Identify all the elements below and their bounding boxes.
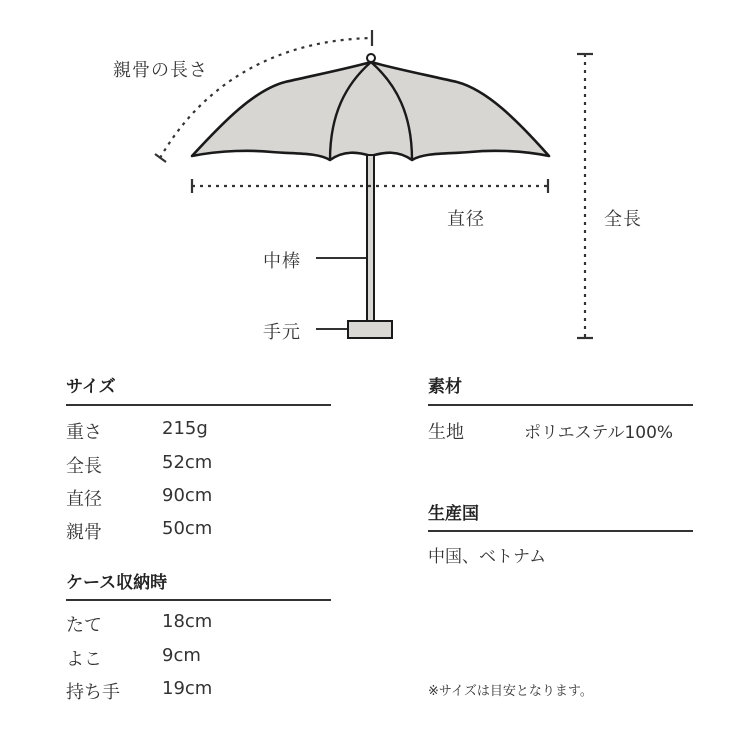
size-note: ※サイズは目安となります。 bbox=[428, 684, 593, 699]
case-value: 18cm bbox=[162, 611, 213, 632]
spec-value: 52cm bbox=[162, 452, 213, 473]
umbrella-shaft bbox=[367, 155, 374, 322]
size-section-rule bbox=[66, 404, 331, 406]
material-value: ポリエステル100% bbox=[524, 423, 674, 443]
umbrella-diagram bbox=[0, 0, 750, 360]
material-section-title: 素材 bbox=[428, 377, 462, 397]
umbrella-canopy bbox=[192, 62, 549, 160]
total-length-label: 全長 bbox=[604, 209, 642, 230]
spec-label: 全長 bbox=[66, 456, 102, 477]
shaft-label: 中棒 bbox=[263, 251, 301, 272]
case-value: 19cm bbox=[162, 678, 213, 699]
spec-value: 50cm bbox=[162, 518, 213, 539]
size-section-title: サイズ bbox=[66, 377, 116, 397]
material-label: 生地 bbox=[428, 422, 464, 443]
spec-label: 重さ bbox=[66, 422, 102, 443]
case-section-title: ケース収納時 bbox=[66, 573, 168, 593]
origin-section-rule bbox=[428, 530, 693, 532]
origin-section-title: 生産国 bbox=[428, 504, 479, 524]
spec-value: 215g bbox=[162, 418, 208, 439]
case-label: よこ bbox=[66, 649, 102, 670]
diameter-label: 直径 bbox=[447, 209, 485, 230]
case-label: 持ち手 bbox=[66, 682, 120, 703]
case-section-rule bbox=[66, 599, 331, 601]
umbrella-handle bbox=[348, 321, 392, 338]
spec-value: 90cm bbox=[162, 485, 213, 506]
spec-label: 直径 bbox=[66, 489, 102, 510]
case-label: たて bbox=[66, 615, 102, 636]
origin-value: 中国、ベトナム bbox=[428, 547, 547, 567]
umbrella-tip bbox=[367, 54, 375, 62]
handle-label: 手元 bbox=[263, 322, 301, 343]
rib-length-label: 親骨の長さ bbox=[113, 60, 208, 81]
case-value: 9cm bbox=[162, 645, 201, 666]
spec-label: 親骨 bbox=[66, 522, 102, 543]
material-section-rule bbox=[428, 404, 693, 406]
